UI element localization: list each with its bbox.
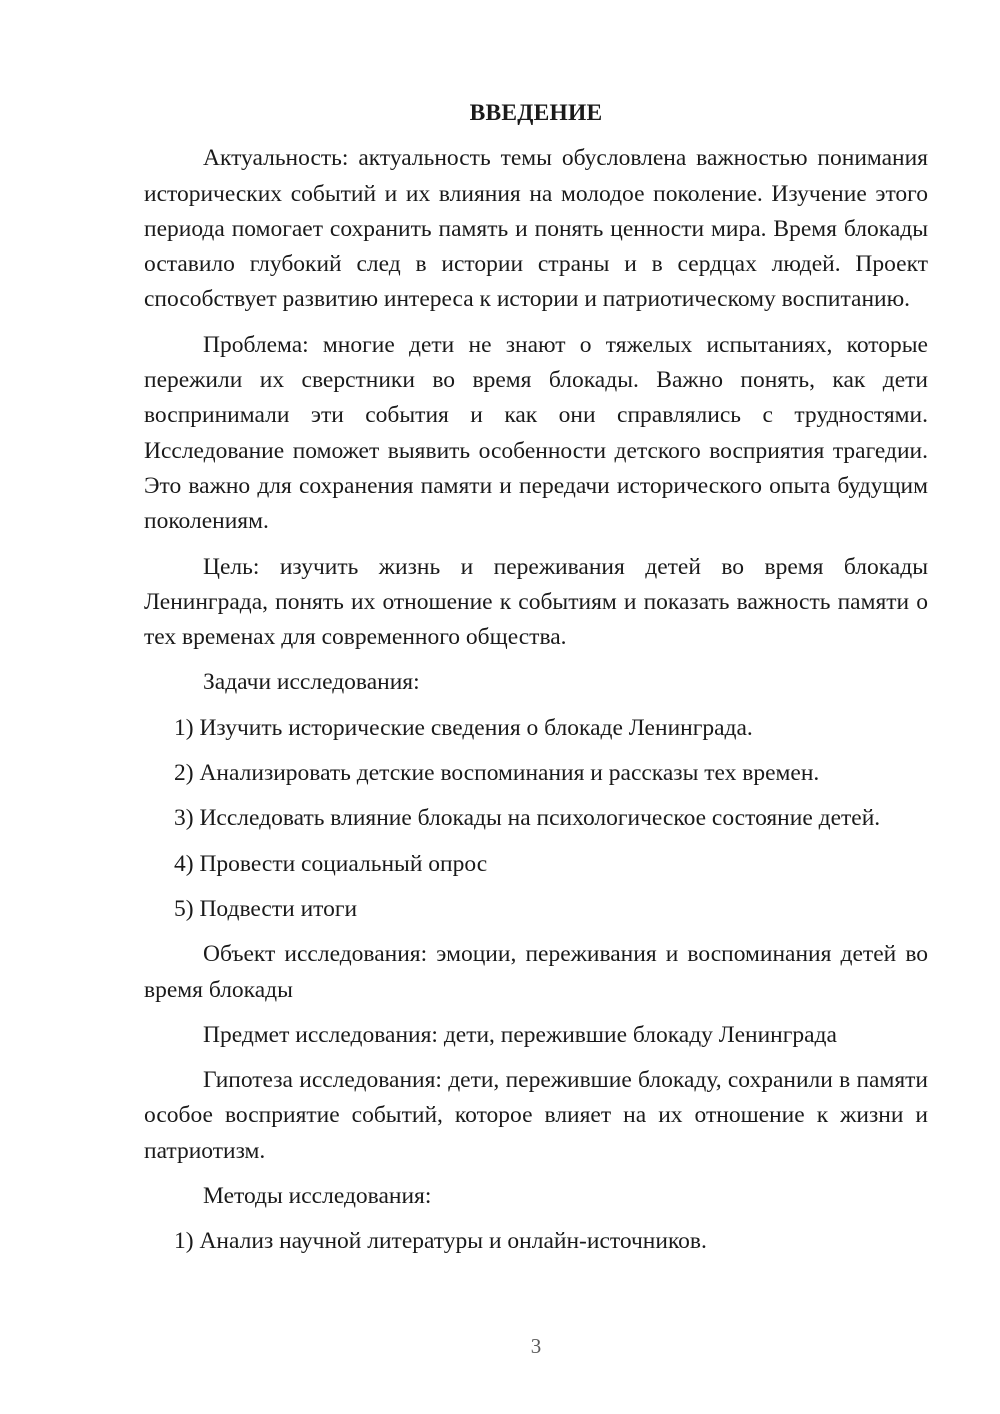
subject-paragraph: Предмет исследования: дети, пережившие блокаду Ленинграда xyxy=(203,1021,837,1048)
relevance-paragraph: Актуальность: актуальность темы обусловлена важностью понимания исторических событий и их влияния на молодое поколение. Изучение этого периода помогает сохранить память и понять ценности мира. Время блокады оставило глубокий след в истории страны и в сердцах людей. Проект способствует развитию интереса к истории и патриотическому воспитанию. xyxy=(144,145,928,313)
problem-paragraph: Проблема: многие дети не знают о тяжелых испытаниях, которые пережили их сверстники во время блокады. Важно понять, как дети воспринимали эти события и как они справлялись с трудностями. Исследование поможет выявить особенности детского восприятия трагедии. Это важно для сохранения памяти и передачи исторического опыта будущим поколениям. xyxy=(144,331,928,535)
task-item: 2) Анализировать детские воспоминания и рассказы тех времен. xyxy=(174,760,820,787)
goal-paragraph: Цель: изучить жизнь и переживания детей во время блокады Ленинграда, понять их отношение к событиям и показать важность памяти о тех временах для современного общества. xyxy=(144,553,928,651)
section-title: ВВЕДЕНИЕ xyxy=(469,100,603,126)
task-item: 3) Исследовать влияние блокады на психологическое состояние детей. xyxy=(174,805,881,832)
tasks-heading: Задачи исследования: xyxy=(203,669,420,696)
task-item: 4) Провести социальный опрос xyxy=(174,850,488,877)
page-content xyxy=(144,96,928,1270)
task-item: 1) Изучить исторические сведения о блокаде Ленинграда. xyxy=(174,714,753,741)
methods-list xyxy=(144,1224,928,1259)
tasks-list xyxy=(144,711,928,927)
method-item: 1) Анализ научной литературы и онлайн-источников. xyxy=(174,1228,707,1255)
methods-heading: Методы исследования: xyxy=(203,1183,432,1210)
object-paragraph: Объект исследования: эмоции, переживания и воспоминания детей во время блокады xyxy=(144,941,928,1003)
page-number: 3 xyxy=(530,1334,542,1358)
task-item: 5) Подвести итоги xyxy=(174,895,358,922)
hypothesis-paragraph: Гипотеза исследования: дети, пережившие блокаду, сохранили в памяти особое восприятие событий, которое влияет на их отношение к жизни и патриотизм. xyxy=(144,1067,928,1164)
